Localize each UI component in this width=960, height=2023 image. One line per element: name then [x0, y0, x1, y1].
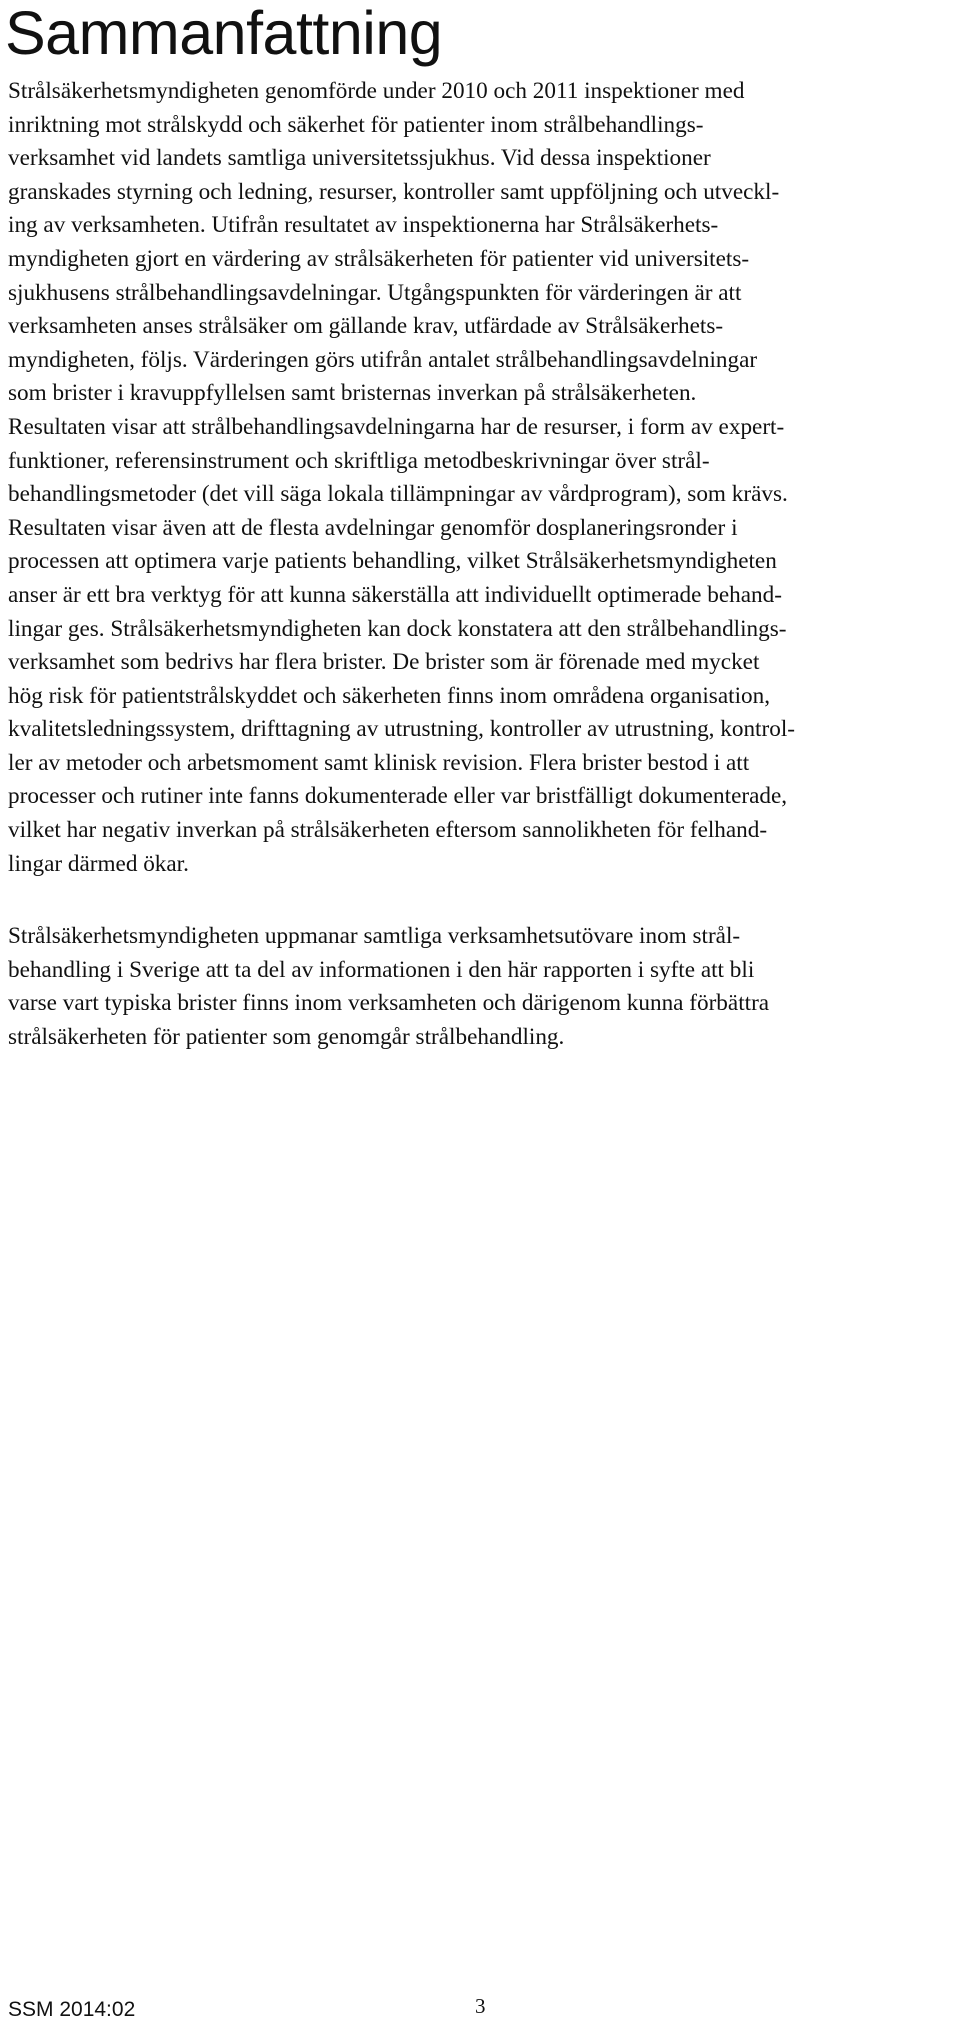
text-line: processen att optimera varje patients behandling, vilket Strålsäkerhetsmyndigheten [8, 548, 777, 575]
page-number: 3 [475, 1994, 486, 2018]
text-line: granskades styrning och ledning, resurser, kontroller samt uppföljning och utveckl- [8, 178, 780, 205]
text-line: processer och rutiner inte fanns dokumenterade eller var bristfälligt dokumenterade, [8, 783, 788, 810]
text-line: funktioner, referensinstrument och skriftliga metodbeskrivningar över strål- [8, 447, 710, 474]
text-line: myndigheten, följs. Värderingen görs utifrån antalet strålbehandlingsavdelningar [8, 346, 758, 373]
text-line: lingar ges. Strålsäkerhetsmyndigheten kan dock konstatera att den strålbehandlings- [8, 615, 787, 642]
text-line: Strålsäkerhetsmyndigheten uppmanar samtliga verksamhetsutövare inom strål- [8, 923, 741, 949]
text-line: Strålsäkerhetsmyndigheten genomförde under 2010 och 2011 inspektioner med [8, 78, 745, 104]
text-line: strålsäkerheten för patienter som genomgår strålbehandling. [8, 1023, 565, 1050]
text-line: behandlingsmetoder (det vill säga lokala tillämpningar av vårdprogram), som krävs. [8, 481, 788, 508]
text-line: anser är ett bra verktyg för att kunna säkerställa att individuellt optimerade behand- [8, 581, 782, 608]
text-line: verksamheten anses strålsäker om gällande krav, utfärdade av Strålsäkerhets- [8, 313, 724, 340]
text-line: ler av metoder och arbetsmoment samt klinisk revision. Flera brister bestod i att [8, 749, 750, 776]
text-line: inriktning mot strålskydd och säkerhet för patienter inom strålbehandlings- [8, 111, 704, 138]
text-line: kvalitetsledningssystem, drifttagning av utrustning, kontroller av utrustning, kontrol- [8, 716, 795, 743]
text-line: lingar därmed ökar. [8, 850, 189, 877]
text-line: ing av verksamheten. Utifrån resultatet av inspektionerna har Strålsäkerhets- [8, 212, 719, 239]
text-line: behandling i Sverige att ta del av informationen i den här rapporten i syfte att bli [8, 956, 755, 983]
text-line: som brister i kravuppfyllelsen samt bristernas inverkan på strålsäkerheten. [8, 380, 697, 407]
text-line: sjukhusens strålbehandlingsavdelningar. Utgångspunkten för värderingen är att [8, 279, 742, 306]
text-line: Resultaten visar att strålbehandlingsavdelningarna har de resurser, i form av expert- [8, 413, 785, 440]
paragraph-call-to-action [8, 920, 956, 1054]
text-line: myndigheten gjort en värdering av strålsäkerheten för patienter vid universitets- [8, 245, 750, 272]
page-title: Sammanfattning [5, 0, 443, 67]
text-line: verksamhet vid landets samtliga universitetssjukhus. Vid dessa inspektioner [8, 145, 711, 172]
text-line: vilket har negativ inverkan på strålsäkerheten eftersom sannolikheten för felhand- [8, 817, 768, 844]
text-line: varse vart typiska brister finns inom verksamheten och därigenom kunna förbättra [8, 990, 770, 1017]
text-line: hög risk för patientstrålskyddet och säkerheten finns inom områdena organisation, [8, 682, 770, 709]
text-line: verksamhet som bedrivs har flera brister. De brister som är förenade med mycket [8, 649, 760, 676]
report-id: SSM 2014:02 [8, 1998, 136, 2021]
paragraph-summary [8, 75, 956, 881]
text-line: Resultaten visar även att de flesta avdelningar genomför dosplaneringsronder i [8, 514, 738, 541]
